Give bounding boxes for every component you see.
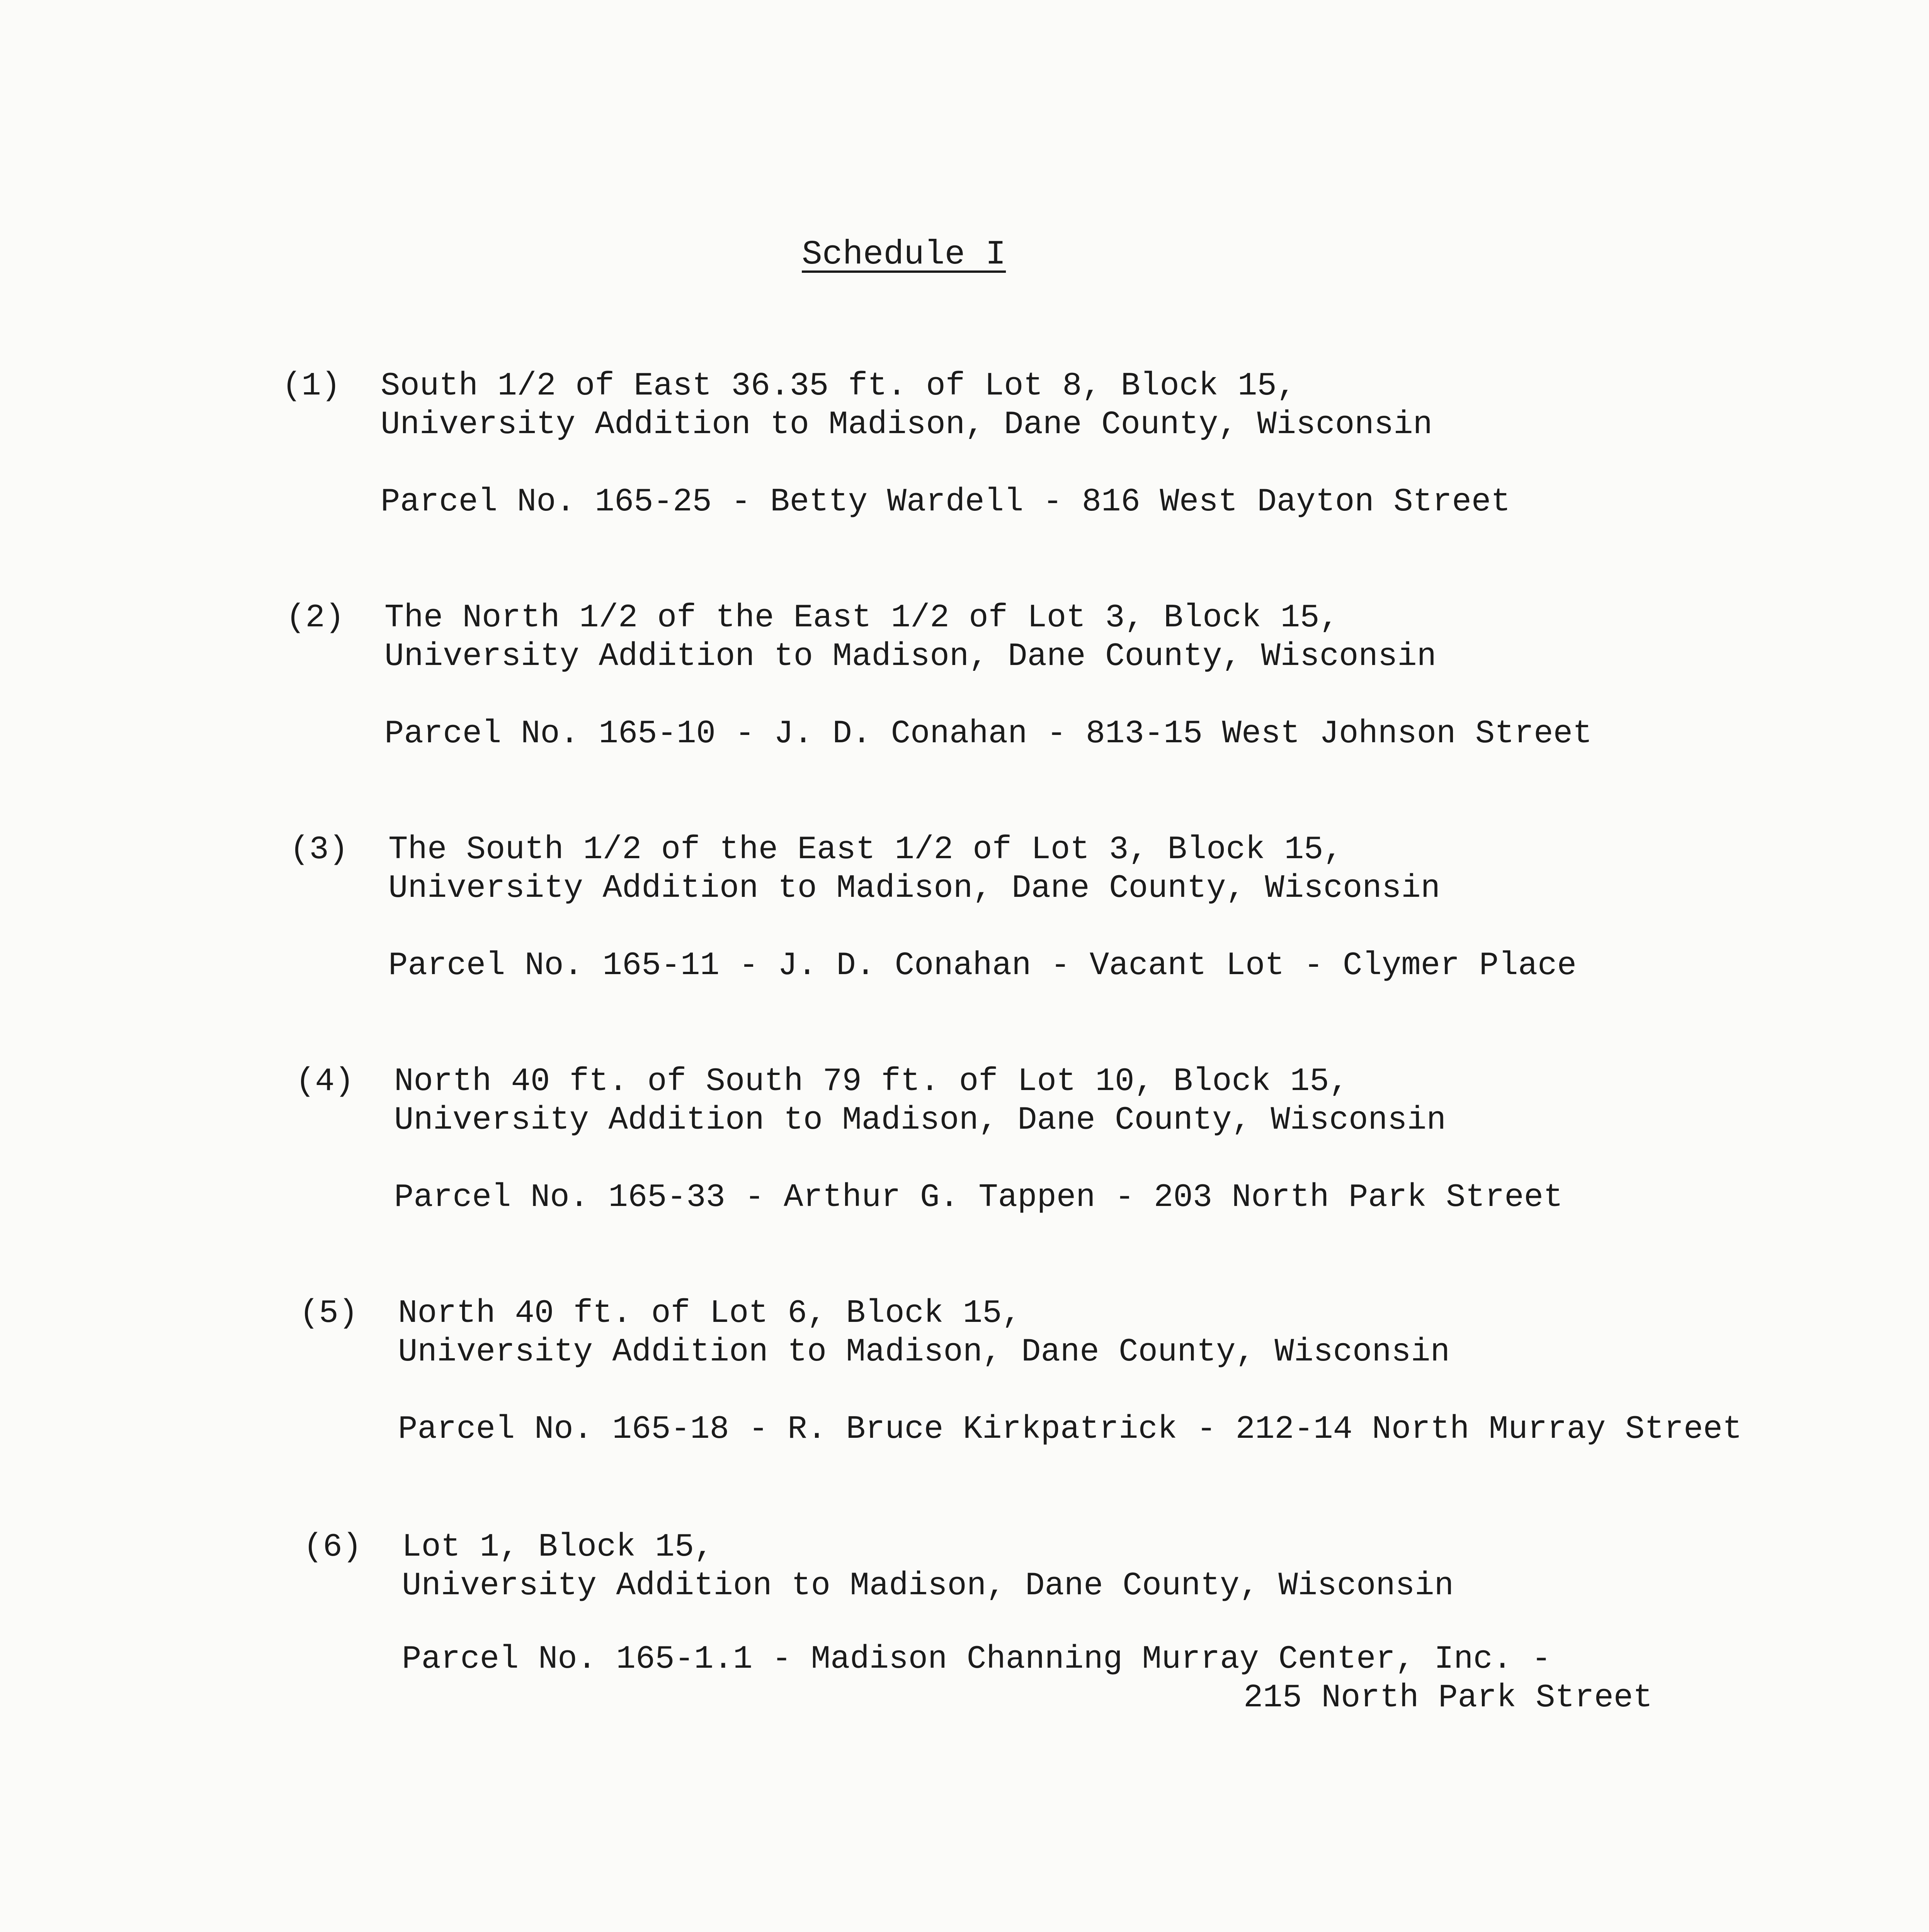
page-title: Schedule I: [802, 236, 1006, 274]
entry-number: (3): [290, 832, 349, 868]
entry-description-line-1: The North 1/2 of the East 1/2 of Lot 3, Block 15,: [384, 600, 1339, 636]
entry-description: [394, 1063, 1446, 1140]
entry-number: (1): [282, 368, 341, 405]
entry-parcel: Parcel No. 165-11 - J. D. Conahan - Vacant Lot - Clymer Place: [388, 947, 1577, 984]
entry-description-line-1: Lot 1, Block 15,: [402, 1529, 714, 1566]
entry-number: (6): [303, 1529, 362, 1566]
entry-parcel: Parcel No. 165-25 - Betty Wardell - 816 West Dayton Street: [381, 484, 1511, 520]
entry-description-line-1: South 1/2 of East 36.35 ft. of Lot 8, Block 15,: [381, 368, 1296, 405]
entry-parcel-line-1: Parcel No. 165-1.1 - Madison Channing Murray Center, Inc. -: [402, 1641, 1551, 1678]
entry-description-line-2: University Addition to Madison, Dane County, Wisconsin: [402, 1568, 1454, 1604]
entry-description-line-2: University Addition to Madison, Dane County, Wisconsin: [381, 406, 1433, 443]
entry-description: [398, 1294, 1450, 1372]
entry-description-line-2: University Addition to Madison, Dane County, Wisconsin: [394, 1102, 1446, 1139]
entry-description-line-2: University Addition to Madison, Dane County, Wisconsin: [384, 638, 1437, 675]
entry-description: [402, 1528, 1454, 1605]
entry-description: [384, 599, 1436, 676]
entry-number: (5): [299, 1295, 358, 1332]
entry-description-line-1: North 40 ft. of Lot 6, Block 15,: [398, 1295, 1022, 1332]
entry-number: (2): [286, 600, 345, 636]
entry-description-line-2: University Addition to Madison, Dane County, Wisconsin: [388, 870, 1441, 907]
entry-parcel: Parcel No. 165-33 - Arthur G. Tappen - 203 North Park Street: [394, 1179, 1563, 1216]
entry-parcel: [402, 1640, 1653, 1718]
entry-description: [388, 831, 1440, 908]
entry-number: (4): [296, 1063, 354, 1100]
entry-description-line-1: North 40 ft. of South 79 ft. of Lot 10, Block 15,: [394, 1063, 1349, 1100]
entry-parcel: Parcel No. 165-10 - J. D. Conahan - 813-15 West Johnson Street: [384, 716, 1592, 752]
entry-description-line-1: The South 1/2 of the East 1/2 of Lot 3, Block 15,: [388, 832, 1343, 868]
entry-description-line-2: University Addition to Madison, Dane County, Wisconsin: [398, 1334, 1450, 1371]
entry-parcel-line-2: 215 North Park Street: [1243, 1680, 1653, 1716]
entry-parcel: Parcel No. 165-18 - R. Bruce Kirkpatrick - 212-14 North Murray Street: [398, 1411, 1742, 1448]
entry-description: [381, 367, 1432, 444]
